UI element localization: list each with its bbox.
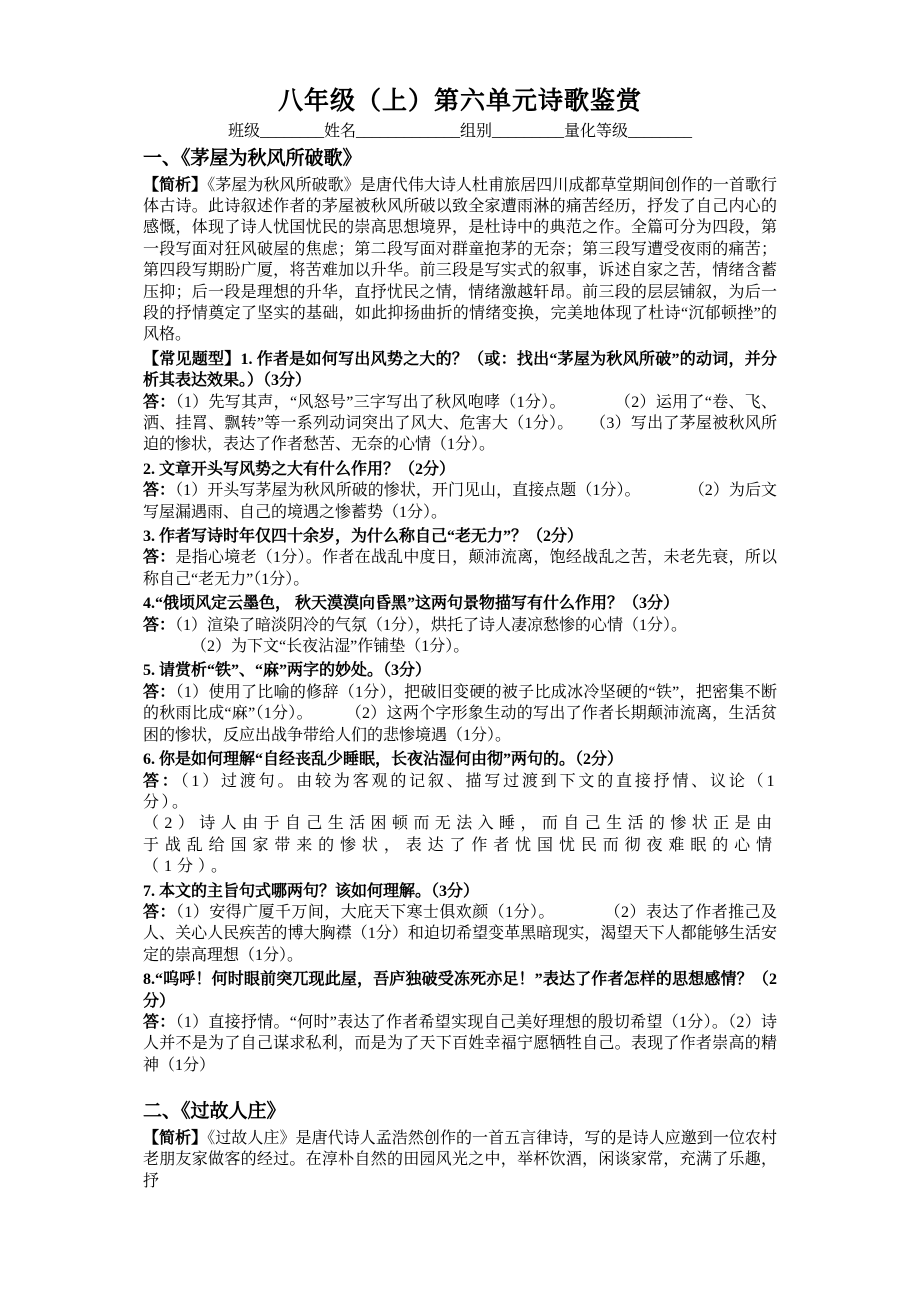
paragraph-lead: 答： xyxy=(143,1013,176,1031)
paragraph xyxy=(143,593,777,614)
paragraph xyxy=(143,636,777,657)
paragraph-lead: 答： xyxy=(143,772,181,790)
paragraph-lead: 一、《茅屋为秋风所破歌》 xyxy=(143,147,362,169)
paragraph xyxy=(143,771,777,814)
paragraph-text: 是指心境老（1分）。作者在战乱中度日，颠沛流离，饱经战乱之苦，未老先衰，所以称自己“老无力”（1分）。 xyxy=(143,549,777,588)
paragraph-lead: 答： xyxy=(143,549,176,567)
paragraph-lead: 【常见题型】1. 作者是如何写出风势之大的？（或：找出“茅屋为秋风所破”的动词，并分析其表达效果。）（3分） xyxy=(143,350,777,390)
paragraph-text: （2）诗人由于自己生活困顿而无法入睡，而自己生活的惨状正是由于战乱给国家带来的惨状，表达了作者忧国忧民而彻夜难眠的心情（1分）。 xyxy=(143,815,777,876)
paragraph-text: （1）直接抒情。“何时”表达了作者希望实现自己美好理想的殷切希望（1分）。（2）诗人并不是为了自己谋求私利，而是为了天下百姓幸福宁愿牺牲自己。表现了作者崇高的精神（1分） xyxy=(143,1013,777,1074)
paragraph-lead: 6. 你是如何理解“自经丧乱少睡眠，长夜沾湿何由彻”两句的。（2分） xyxy=(143,751,624,769)
paragraph-lead: 【简析】 xyxy=(143,1129,208,1147)
paragraph-text: （1）渲染了暗淡阴冷的气氛（1分），烘托了诗人凄凉愁惨的心情（1分）。 xyxy=(175,616,688,634)
paragraph-lead: 5. 请赏析“铁”、“麻”两字的妙处。（3分） xyxy=(143,662,432,680)
paragraph xyxy=(143,547,777,590)
paragraph-lead: 3. 作者写诗时年仅四十余岁，为什么称自己“老无力”？（2分） xyxy=(143,528,584,546)
paragraph xyxy=(143,615,777,636)
paragraph-lead: 答： xyxy=(143,393,176,411)
paragraph xyxy=(143,881,777,902)
page-title: 八年级（上）第六单元诗歌鉴赏 xyxy=(277,88,642,115)
paragraph-text: （1）使用了比喻的修辞（1分），把破旧变硬的被子比成冰冷坚硬的“铁”，把密集不断的秋雨比成“麻”（1分）。 （2）这两个字形象生动的写出了作者长期颠沛流离，生活贫困的惨状，反应出战争带给人们的悲惨境遇（1分）。 xyxy=(143,683,777,744)
paragraph xyxy=(143,1012,777,1076)
paragraph-lead: 7. 本文的主旨句式哪两句？该如何理解。（3分） xyxy=(143,882,480,900)
paragraph-lead: 8.“呜呼！何时眼前突兀现此屋，吾庐独破受冻死亦足！”表达了作者怎样的思想感情？（2分） xyxy=(143,971,777,1010)
paragraph-text: （1）开头写茅屋为秋风所破的惨状，开门见山，直接点题（1分）。 （2）为后文写屋漏遇雨、自己的境遇之惨蓄势（1分）。 xyxy=(143,482,777,521)
paragraph-lead: 答： xyxy=(143,616,176,634)
paragraph-text: （1）安得广厦千万间，大庇天下寒士俱欢颜（1分）。 （2）表达了作者推己及人、关心人民疾苦的博大胸襟（1分）和迫切希望变革黑暗现实，渴望天下人都能够生活安定的崇高理想（1分）。 xyxy=(143,903,777,964)
paragraph xyxy=(143,682,777,746)
paragraph xyxy=(143,1128,777,1192)
paragraph-text: （1）先写其声，“风怒号”三字写出了秋风咆哮（1分）。 （2）运用了“卷、飞、洒、挂罥、飘转”等一系列动词突出了风大、危害大（1分）。 （3）写出了茅屋被秋风所迫的惨状，表达了作者愁苦、无奈的心情（1分）。 xyxy=(143,393,777,454)
paragraph-lead: 二、《过故人庄》 xyxy=(143,1101,286,1123)
paragraph xyxy=(143,749,777,770)
paragraph xyxy=(143,392,777,456)
paragraph xyxy=(143,526,777,547)
paragraph-text: 《茅屋为秋风所破歌》是唐代伟大诗人杜甫旅居四川成都草堂期间创作的一首歌行体古诗。此诗叙述作者的茅屋被秋风所破以致全家遭雨淋的痛苦经历，抒发了自己内心的感慨，体现了诗人忧国忧民的崇高思想境界，是杜诗中的典范之作。全篇可分为四段，第一段写面对狂风破屋的焦虑；第二段写面对群童抱茅的无奈；第三段写遭受夜雨的痛苦；第四段写期盼广厦，将苦难加以升华。前三段是写实式的叙事，诉述自家之苦，情绪含蓄压抑；后一段是理想的升华，直抒忧民之情，情绪激越轩昂。前三段的层层铺叙，为后一段的抒情奠定了坚实的基础，如此抑扬曲折的情绪变换，完美地体现了杜诗“沉郁顿挫”的风格。 xyxy=(143,176,777,344)
paragraph xyxy=(143,175,777,346)
paragraph xyxy=(143,969,777,1012)
paragraph-lead: 2. 文章开头写风势之大有什么作用？（2分） xyxy=(143,460,456,478)
paragraph-text: （1）过渡句。由较为客观的记叙、描写过渡到下文的直接抒情、议论（1分）。 xyxy=(143,772,777,811)
paragraph-lead: 4.“俄顷风定云墨色， 秋天漠漠向昏黑”这两句景物描写有什么作用？（3分） xyxy=(143,595,680,613)
paragraph xyxy=(143,813,777,877)
paragraph-text: （2）为下文“长夜沾湿”作铺垫（1分）。 xyxy=(191,638,470,656)
paragraph-lead: 【简析】 xyxy=(143,176,208,194)
paragraph xyxy=(143,349,777,392)
student-info-line: 班级________姓名_____________组别_________量化等级________ xyxy=(227,123,692,141)
paragraph xyxy=(143,459,777,480)
paragraph-text: 《过故人庄》是唐代诗人孟浩然创作的一首五言律诗，写的是诗人应邀到一位农村老朋友家做客的经过。在淳朴自然的田园风光之中，举杯饮酒，闲谈家常，充满了乐趣，抒 xyxy=(143,1129,777,1190)
paragraph xyxy=(143,660,777,681)
paragraph xyxy=(143,147,777,172)
paragraph-lead: 答： xyxy=(143,482,176,500)
paragraph-lead: 答： xyxy=(143,903,176,921)
paragraph-lead: 答： xyxy=(143,683,176,701)
paragraph xyxy=(143,1100,777,1125)
document-body xyxy=(143,147,777,1192)
paragraph xyxy=(143,480,777,523)
paragraph xyxy=(143,902,777,966)
